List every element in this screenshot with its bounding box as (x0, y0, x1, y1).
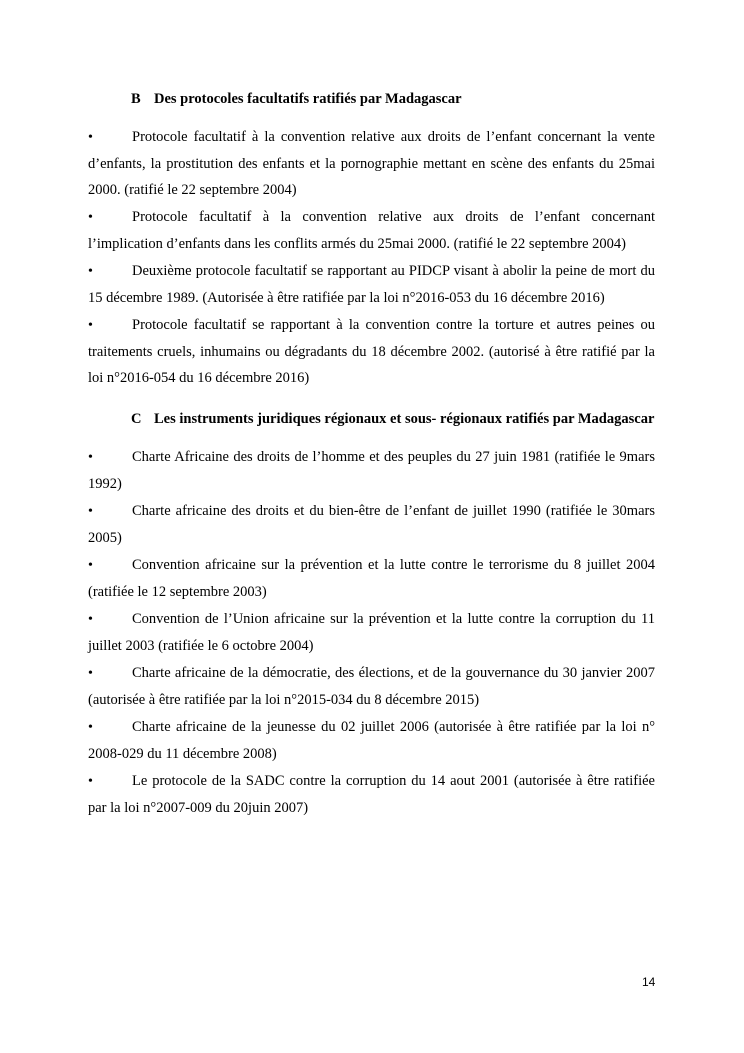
bullet-icon: • (88, 210, 93, 225)
page-content (88, 86, 655, 822)
list-item (88, 498, 655, 551)
bullet-icon: • (88, 558, 93, 573)
section-letter: C (131, 411, 142, 427)
list-item-text: Charte africaine des droits et du bien-être de l’enfant de juillet 1990 (ratifiée le 30mars 2005) (88, 503, 655, 546)
section-c (88, 406, 655, 821)
section-letter: B (131, 91, 141, 107)
list-item (88, 258, 655, 311)
bullet-icon: • (88, 264, 93, 279)
section-heading (88, 86, 655, 112)
list-item (88, 444, 655, 497)
list-item (88, 552, 655, 605)
section-title: Des protocoles facultatifs ratifiés par Madagascar (154, 91, 462, 107)
bullet-icon: • (88, 450, 93, 465)
page-number: 14 (642, 975, 656, 989)
section-b (88, 86, 655, 391)
list-item-text: Le protocole de la SADC contre la corruption du 14 aout 2001 (autorisée à être ratifiée par la loi n°2007-009 du 20juin 2007) (88, 773, 655, 816)
list-item-text: Protocole facultatif à la convention relative aux droits de l’enfant concernant l’implication d’enfants dans les conflits armés du 25mai 2000. (ratifié le 22 septembre 2004) (88, 209, 655, 252)
list-item (88, 124, 655, 203)
list-item (88, 312, 655, 391)
bullet-icon: • (88, 720, 93, 735)
list-item-text: Charte africaine de la jeunesse du 02 juillet 2006 (autorisée à être ratifiée par la loi n° 2008-029 du 11 décembre 2008) (88, 719, 655, 762)
list-item-text: Charte Africaine des droits de l’homme et des peuples du 27 juin 1981 (ratifiée le 9mars 1992) (88, 449, 655, 492)
list-item-text: Convention africaine sur la prévention et la lutte contre le terrorisme du 8 juillet 2004 (ratifiée le 12 septembre 2003) (88, 557, 655, 600)
list-item (88, 606, 655, 659)
section-heading (88, 406, 655, 432)
bullet-icon: • (88, 504, 93, 519)
section-title: Les instruments juridiques régionaux et sous- régionaux ratifiés par Madagascar (154, 411, 655, 427)
bullet-icon: • (88, 774, 93, 789)
list-item-text: Deuxième protocole facultatif se rapportant au PIDCP visant à abolir la peine de mort du 15 décembre 1989. (Autorisée à être ratifiée par la loi n°2016-053 du 16 décembre 2016) (88, 263, 655, 306)
bullet-list (88, 124, 655, 391)
bullet-icon: • (88, 666, 93, 681)
bullet-list (88, 444, 655, 821)
list-item (88, 768, 655, 821)
list-item (88, 204, 655, 257)
list-item-text: Protocole facultatif à la convention relative aux droits de l’enfant concernant la vente d’enfants, la prostitution des enfants et la pornographie mettant en scène des enfants du 25mai 2000. (ratifié le 22 septembre 2004) (88, 129, 655, 198)
list-item (88, 660, 655, 713)
list-item-text: Protocole facultatif se rapportant à la convention contre la torture et autres peines ou traitements cruels, inhumains ou dégradants du 18 décembre 2002. (autorisé à être ratifié par la loi n°2016-054 du 16 décembre 2016) (88, 317, 655, 386)
list-item-text: Charte africaine de la démocratie, des élections, et de la gouvernance du 30 janvier 2007 (autorisée à être ratifiée par la loi n°2015-034 du 8 décembre 2015) (88, 665, 655, 708)
list-item (88, 714, 655, 767)
bullet-icon: • (88, 612, 93, 627)
bullet-icon: • (88, 130, 93, 145)
list-item-text: Convention de l’Union africaine sur la prévention et la lutte contre la corruption du 11 juillet 2003 (ratifiée le 6 octobre 2004) (88, 611, 655, 654)
bullet-icon: • (88, 318, 93, 333)
